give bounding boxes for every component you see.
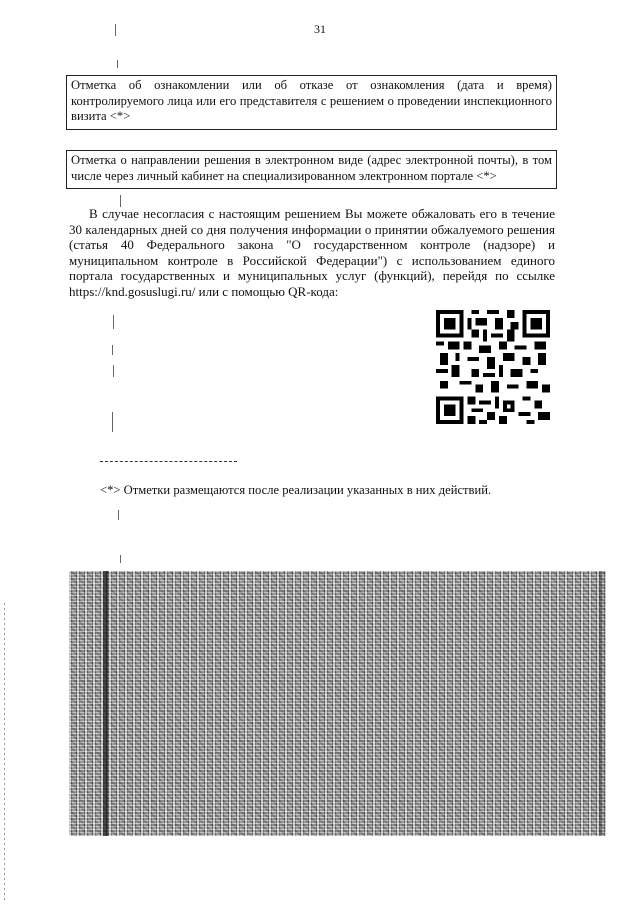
electronic-sending-note-box <box>66 150 557 189</box>
appeal-paragraph: В случае несогласия с настоящим решением Вы можете обжаловать его в течение 30 календарных дней со дня получения информации о принятии обжалуемого решения (статья 40 Федерального закона "О государственном контроле (надзоре) и муниципальном контроле в Российской Федерации") с использованием единого портала государственных и муниципальных услуг (функций), перейдя по ссылке https://knd.gosuslugi.ru/ или с помощью QR-кода: <box>69 206 555 299</box>
scan-artifact-block <box>69 571 606 836</box>
footnote-text: <*> Отметки размещаются после реализации указанных в них действий. <box>100 483 492 497</box>
footnote-divider <box>100 461 237 462</box>
familiarization-note-text: Отметка об ознакомлении или об отказе от ознакомления (дата и время) контролируемого лица или его представителя с решением о проведении инспекционного визита <*> <box>71 78 552 123</box>
electronic-sending-note-text: Отметка о направлении решения в электронном виде (адрес электронной почты), в том числе через личный кабинет на специализированном электронном портале <*> <box>71 153 552 183</box>
page-number: 31 <box>314 22 326 36</box>
page-edge-marks <box>4 600 5 900</box>
familiarization-note-box <box>66 75 557 130</box>
qr-code-icon[interactable] <box>436 310 550 424</box>
